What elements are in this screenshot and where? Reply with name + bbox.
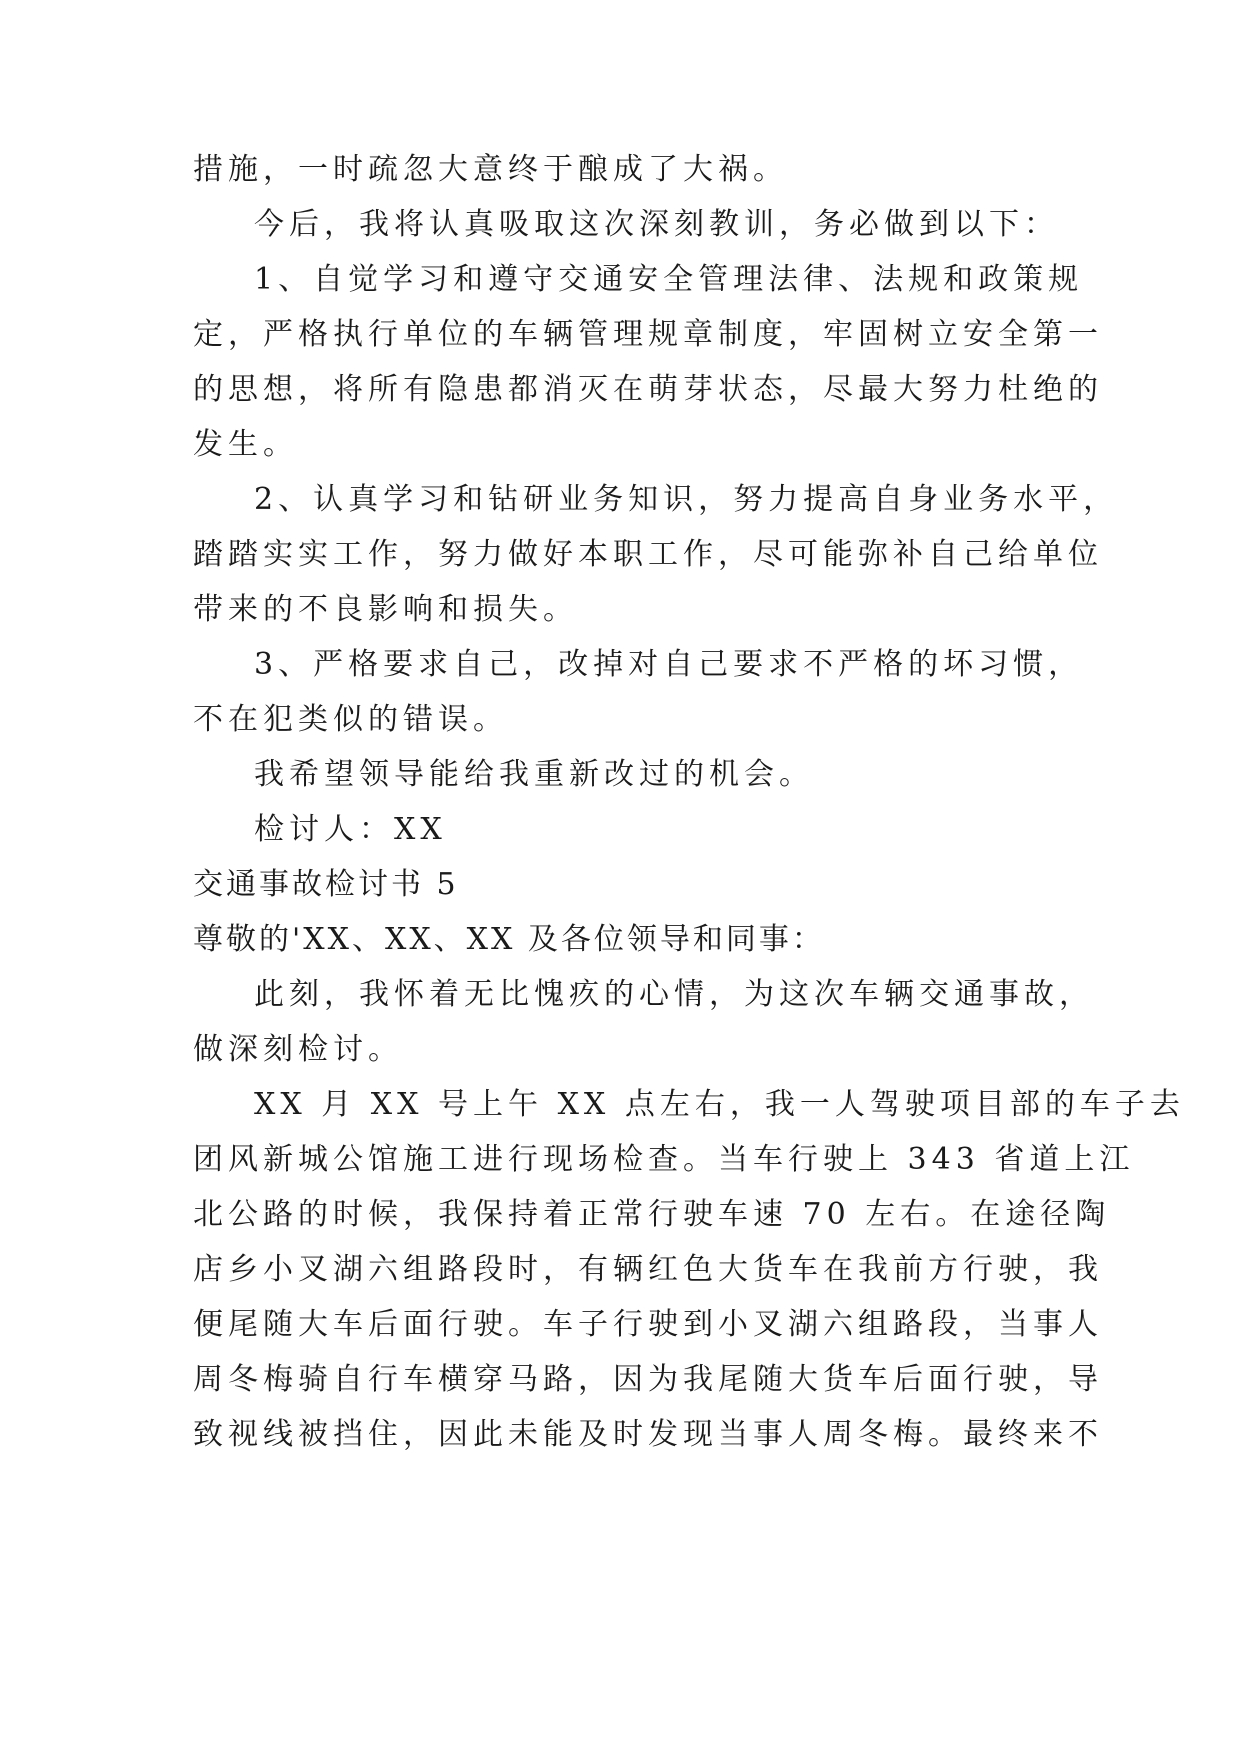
text-line: 定，严格执行单位的车辆管理规章制度，牢固树立安全第一 bbox=[193, 317, 1103, 352]
text-line: 此刻，我怀着无比愧疚的心情，为这次车辆交通事故， bbox=[254, 977, 1094, 1012]
text-line: 做深刻检讨。 bbox=[193, 1032, 403, 1067]
text-line: 我希望领导能给我重新改过的机会。 bbox=[254, 757, 814, 792]
signature-line: 检讨人：XX bbox=[254, 812, 447, 847]
text-line: 店乡小叉湖六组路段时，有辆红色大货车在我前方行驶，我 bbox=[193, 1252, 1103, 1287]
text-line: 北公路的时候，我保持着正常行驶车速 70 左右。在途径陶 bbox=[193, 1197, 1111, 1232]
text-line: 1、自觉学习和遵守交通安全管理法律、法规和政策规 bbox=[254, 262, 1084, 297]
text-line: 措施，一时疏忽大意终于酿成了大祸。 bbox=[193, 152, 788, 187]
section-title: 交通事故检讨书 5 bbox=[193, 867, 459, 902]
text-line: 团风新城公馆施工进行现场检查。当车行驶上 343 省道上江 bbox=[193, 1142, 1135, 1177]
text-line: 便尾随大车后面行驶。车子行驶到小叉湖六组路段，当事人 bbox=[193, 1307, 1103, 1342]
salutation: 尊敬的'XX、XX、XX 及各位领导和同事： bbox=[193, 922, 825, 957]
text-line: 周冬梅骑自行车横穿马路，因为我尾随大货车后面行驶，导 bbox=[193, 1362, 1103, 1397]
text-line: 带来的不良影响和损失。 bbox=[193, 592, 578, 627]
text-line: 致视线被挡住，因此未能及时发现当事人周冬梅。最终来不 bbox=[193, 1417, 1103, 1452]
text-line: 2、认真学习和钻研业务知识，努力提高自身业务水平， bbox=[254, 482, 1119, 517]
text-line: XX 月 XX 号上午 XX 点左右，我一人驾驶项目部的车子去 bbox=[254, 1087, 1185, 1122]
text-line: 3、严格要求自己，改掉对自己要求不严格的坏习惯， bbox=[254, 647, 1084, 682]
text-line: 踏踏实实工作，努力做好本职工作，尽可能弥补自己给单位 bbox=[193, 537, 1103, 572]
text-line: 不在犯类似的错误。 bbox=[193, 702, 508, 737]
text-line: 今后，我将认真吸取这次深刻教训，务必做到以下： bbox=[254, 207, 1059, 242]
text-line: 发生。 bbox=[193, 427, 298, 462]
text-line: 的思想，将所有隐患都消灭在萌芽状态，尽最大努力杜绝的 bbox=[193, 372, 1103, 407]
